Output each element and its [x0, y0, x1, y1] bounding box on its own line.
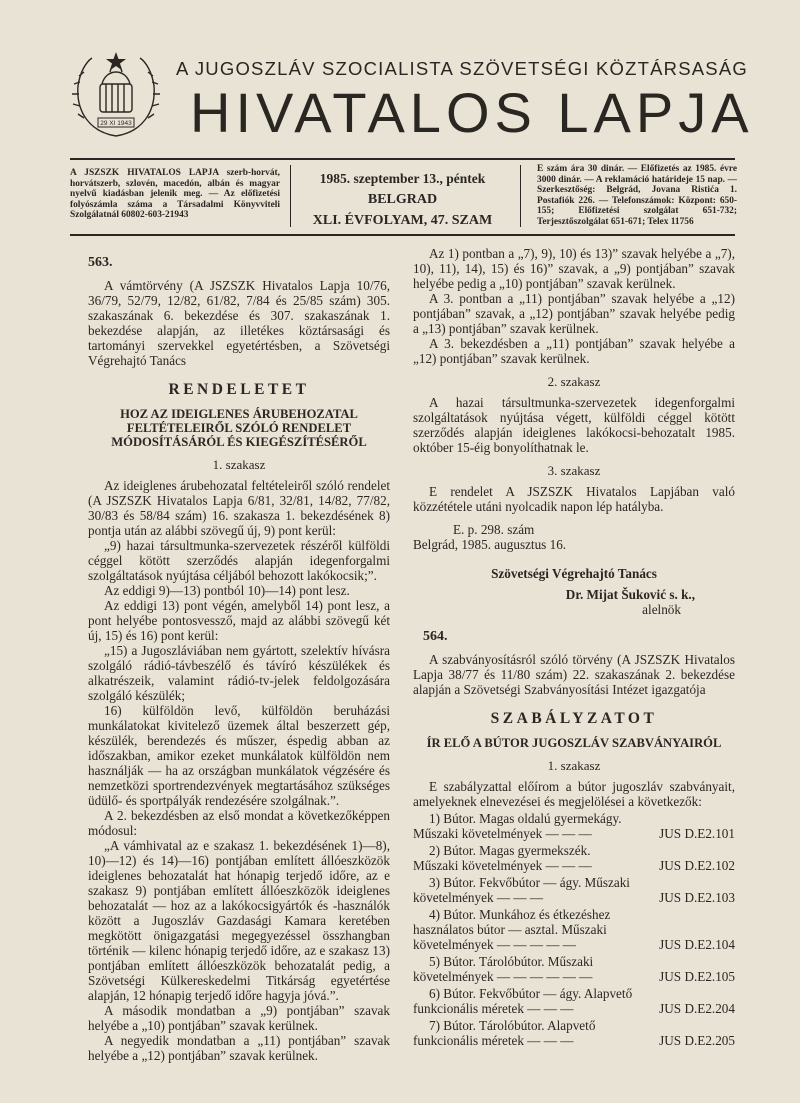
header-divider-right [520, 165, 521, 227]
section-title: 2. szakasz [547, 374, 601, 389]
paragraph: A 3. bekezdésben a „11) pontjában” szavak helyébe a „12) pontjában” szavak kerülnek. [413, 336, 735, 366]
standard-title: 4) Bútor. Munkához és étkezéshez használatos bútor — asztal. Műszaki követelmények — — — — — [413, 907, 611, 952]
regulation-subheading: ÍR ELŐ A BÚTOR JUGOSZLÁV SZABVÁNYAIRÓL [426, 736, 722, 750]
section-title: 1. szakasz [212, 457, 266, 472]
standard-item [413, 1018, 735, 1048]
right-column [413, 246, 735, 1050]
regulation-intro: A szabványosításról szóló törvény (A JSZSZK Hivatalos Lapja 38/77 és 11/80 szám) 22. szakaszának 2. bekezdése alapján a Szövetségi Szabványosítási Intézet igazgatója [413, 652, 735, 697]
issue-date: 1985. szeptember 13., péntek [319, 171, 486, 186]
paragraph: E szabályzattal előírom a bútor jugoszláv szabványait, amelyeknek elnevezései és megjelölései a következők: [413, 779, 735, 809]
paragraph: Az 1) pontban a „7), 9), 10) és 13)” szavak helyébe a „7), 10), 11), 14), 15) és 16)” szavak, a „9) pontjában” szavak helyébe pedig a „10) pontjában” szavak kerülnek. [413, 246, 735, 291]
place-date: Belgrád, 1985. augusztus 16. [413, 537, 567, 552]
emblem-date: 29 XI 1943 [100, 120, 132, 127]
standard-code: JUS D.E2.101 [659, 826, 735, 841]
regulation-heading: RENDELETET [168, 381, 310, 398]
standard-code: JUS D.E2.104 [659, 937, 735, 952]
standard-title: 1) Bútor. Magas oldalú gyermekágy. Műszaki követelmények — — — [413, 811, 622, 841]
yugoslav-state-emblem-icon [70, 48, 162, 140]
left-column [88, 255, 390, 1063]
standard-title: 6) Bútor. Fekvőbútor — ágy. Alapvető funkcionális méretek — — — [413, 986, 633, 1016]
paragraph: Az eddigi 13) pont végén, amelyből 14) pont lesz, a pont helyébe pontosvessző, majd az alábbi szövegű két új, 15) és 16) pont kerül: [88, 598, 390, 643]
regulation-number: 563. [88, 255, 113, 270]
reference-number: E. p. 298. szám [453, 522, 535, 537]
paragraph: A negyedik mondatban a „11) pontjában” szavak helyébe a „12) pontjában” szavak kerülnek. [88, 1033, 390, 1063]
issue-city: BELGRAD [367, 192, 438, 207]
standard-code: JUS D.E2.102 [659, 858, 735, 873]
standard-item [413, 907, 735, 952]
header-divider-left [290, 165, 291, 227]
paragraph: A 3. pontban a „11) pontjában” szavak helyébe a „12) pontjában” szavak, a „12) pontjában” szavak helyébe pedig a „13) pontjában” szavak kerülnek. [413, 291, 735, 336]
signatory-title: alelnök [642, 602, 681, 617]
paragraph: A második mondatban a „9) pontjában” szavak helyébe a „10) pontjában” szavak kerülnek. [88, 1003, 390, 1033]
standard-item [413, 986, 735, 1016]
paragraph: Az eddigi 9)—13) pontból 10)—14) pont lesz. [104, 583, 350, 598]
standard-code: JUS D.E2.105 [659, 969, 735, 984]
standard-title: 5) Bútor. Tárolóbútor. Műszaki követelmények — — — — — — [413, 954, 594, 984]
regulation-intro: A vámtörvény (A JSZSZK Hivatalos Lapja 10/76, 36/79, 52/79, 12/82, 61/82, 7/84 és 25/85 szám) 305. szakaszának 6. bekezdése és 307. szakaszának 1. bekezdése alapján, az illetékes köztársasági és tartományi szervekkel egyetértésben, a Szövetségi Végrehajtó Tanács [88, 278, 390, 368]
standard-title: 2) Bútor. Magas gyermekszék. Műszaki követelmények — — — [413, 843, 592, 873]
standard-title: 3) Bútor. Fekvőbútor — ágy. Műszaki követelmények — — — [413, 875, 630, 905]
paragraph: „15) a Jugoszláviában nem gyártott, szelektív hívásra szolgáló rádió-távbeszélő és távíró készülékek és alkatrészeik, valamint rádió-tv-jelek feldolgozására szolgáló készülék; [88, 643, 390, 703]
standard-code: JUS D.E2.205 [659, 1033, 735, 1048]
standard-item [413, 811, 735, 841]
paragraph: E rendelet A JSZSZK Hivatalos Lapjában való közzététele utáni nyolcadik napon lép hatályba. [413, 484, 735, 514]
section-title: 3. szakasz [547, 463, 601, 478]
issue-volume: XLI. ÉVFOLYAM, 47. SZAM [312, 213, 493, 228]
paragraph: 16) külföldön levő, külföldön beruházási munkálatokat kivitelező üzemek által beszerzett gép, készülék, berendezés és műszer, éspedig abban az időszakban, amikor ezeket munkálatok külföldön nem használják — ha az országban munkálatok végzésére és nemzetközi sportrendezvények megtartásához szükséges üdülő- és sportpályák rendezésére szolgálnak.”. [88, 703, 390, 808]
paragraph: „9) hazai társultmunka-szervezetek részéről külföldi céggel kötött szerződés alapján idegenforgalmi szolgáltatások nyújtása céljából behozott lakókocsik;”. [88, 538, 390, 583]
regulation-subheading: HOZ AZ IDEIGLENES ÁRUBEHOZATAL FELTÉTELEIRŐL SZÓLÓ RENDELET MÓDOSÍTÁSÁRÓL ÉS KIEGÉSZÍTÉSÉRŐL [111, 407, 367, 449]
top-rule [70, 158, 735, 160]
signing-body: Szövetségi Végrehajtó Tanács [491, 566, 657, 581]
paragraph: „A vámhivatal az e szakasz 1. bekezdésének 1)—8), 10)—12) és 14)—16) pontjában említett állóeszközök ideiglenes behozatalát hat hónapig terjedő időre, az e szakasz 9) pontjában említett állóeszközök ideiglenes behozatalát — hoz az a lakókocsigyártók és -használók között a Jugoszláv Gazdasági Kamara keretében megkötött önigazgatási megegyezéssel összhangban történik — kilenc hónapig terjedő időre, az e szakasz 13) pontjában említett állóeszközök behozatalát pedig, a Szövetségi Külkereskedelmi Titkárság egyetértése alapján, 12 hónapig terjedő időre hagyja jóvá.”. [88, 838, 390, 1003]
republic-name: A JUGOSZLÁV SZOCIALISTA SZÖVETSÉGI KÖZTÁRSASÁG [176, 58, 748, 79]
standard-title: 7) Bútor. Tárolóbútor. Alapvető funkcionális méretek — — — [413, 1018, 596, 1048]
signatory-name: Dr. Mijat Šuković s. k., [565, 587, 695, 602]
paper-title: HIVATALOS LAPJA [190, 81, 754, 144]
header-publication-info: A JSZSZK HIVATALOS LAPJA szerb-horvát, horvátszerb, szlovén, macedón, albán és magyar nyelvű kiadásban jelenik meg. — Az előfizetési folyószámla száma a Társadalmi Könyvviteli Szolgálatnál 60802-603-21943 [70, 168, 280, 221]
bottom-rule [70, 234, 735, 236]
paragraph: A hazai társultmunka-szervezetek idegenforgalmi szolgáltatások nyújtása végett, külföldi céggel kötött szerződés alapján ideiglenes lakókocsi-behozatalt 1985. október 15-éig bonyolíthatnak le. [413, 395, 735, 455]
standard-code: JUS D.E2.103 [659, 890, 735, 905]
header-issue-info [300, 168, 505, 231]
standard-code: JUS D.E2.204 [659, 1001, 735, 1016]
regulation-heading: SZABÁLYZATOT [490, 710, 658, 727]
paragraph: A 2. bekezdésben az első mondat a következőképpen módosul: [88, 808, 390, 838]
regulation-number: 564. [423, 629, 448, 644]
standard-item [413, 875, 735, 905]
header-price-info: E szám ára 30 dinár. — Előfizetés az 1985. évre 3000 dinár. — A reklamáció határideje 15 nap. — Szerkesztőség: Belgrád, Jovana Ristića 1. Postafiók 226. — Telefonszámok: Központ: 650-155; Előfizetési szolgálat 651-732; Terjesztőszolgálat 651-671; Telex 11756 [537, 164, 737, 227]
standard-item [413, 843, 735, 873]
paragraph: Az ideiglenes árubehozatal feltételeiről szóló rendelet (A JSZSZK Hivatalos Lapja 6/81, 32/81, 14/82, 77/82, 30/83 és 58/84 szám) 16. szakasza 1. bekezdésének 8) pontja után az alábbi szövegű új, 9) pont kerül: [88, 478, 390, 538]
section-title: 1. szakasz [547, 758, 601, 773]
standard-item [413, 954, 735, 984]
